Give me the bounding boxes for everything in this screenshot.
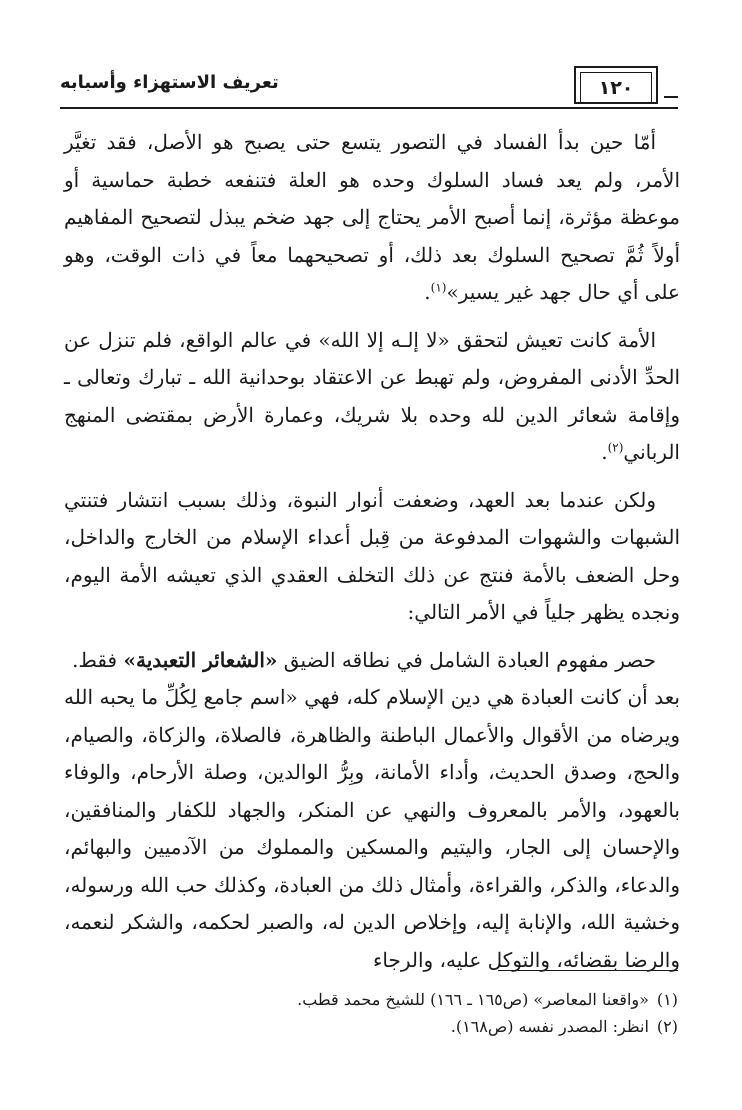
page-number-box bbox=[574, 66, 658, 104]
paragraph-1-end: . bbox=[424, 280, 431, 304]
paragraph-1-text: أمّا حين بدأ الفساد في التصور يتسع حتى يصبح هو الأصل، فقد تغيَّر الأمر، ولم يعد فساد السلوك وحده هو العلة فتنفعه خطبة حماسية أو موعظة مؤثرة، إنما أصبح الأمر يحتاج إلى جهد ضخم يبذل لتصحيح المفاهيم أولاً ثُمَّ تصحيح السلوك بعد ذلك، أو تصحيحهما معاً في ذات الوقت، وهو على أي حال جهد غير يسير» bbox=[64, 130, 680, 304]
paragraph-3-text: ولكن عندما بعد العهد، وضعفت أنوار النبوة، وذلك بسبب انتشار فتنتي الشبهات والشهوات المدفوعة من قِبل أعداء الإسلام من الخارج والداخل، وحل الضعف بالأمة فنتج عن ذلك التخلف العقدي الذي تعيشه الأمة اليوم، ونجده يظهر جلياً في الأمر التالي: bbox=[64, 487, 680, 624]
page-header bbox=[60, 66, 678, 116]
footnote-2 bbox=[62, 1013, 678, 1040]
footnote-rule bbox=[498, 970, 678, 971]
running-title: تعريف الاستهزاء وأسبابه bbox=[60, 72, 279, 93]
footnote-1-text: «واقعنا المعاصر» (ص١٦٥ ـ ١٦٦) للشيخ محمد قطب. bbox=[297, 990, 649, 1009]
header-rule bbox=[60, 107, 678, 109]
restriction-bold-term: «الشعائر التعبدية» bbox=[123, 647, 278, 672]
restriction-line bbox=[64, 642, 680, 680]
paragraph-3 bbox=[64, 482, 680, 632]
restriction-before: حصر مفهوم العبادة الشامل في نطاقه الضيق bbox=[277, 647, 656, 672]
footnote-ref-2[interactable]: (٢) bbox=[607, 440, 624, 455]
restriction-after: فقط. bbox=[72, 647, 124, 672]
paragraph-1 bbox=[64, 124, 680, 312]
header-dash bbox=[664, 96, 678, 98]
footnote-2-text: انظر: المصدر نفسه (ص١٦٨). bbox=[450, 1017, 649, 1036]
footnotes bbox=[62, 986, 678, 1040]
worship-paragraph: بعد أن كانت العبادة هي دين الإسلام كله، فهي «اسم جامع لِكُلِّ ما يحبه الله ويرضاه من الأقوال والأعمال الباطنة والظاهرة، فالصلاة، والزكاة، والصيام، والحج، وصدق الحديث، وأداء الأمانة، وبِرُّ الوالدين، وصلة الأرحام، والوفاء بالعهود، والأمر بالمعروف والنهي عن المنكر، والجهاد للكفار والمنافقين، والإحسان إلى الجار، واليتيم والمسكين والمملوك من الآدميين والبهائم، والدعاء، والذكر، والقراءة، وأمثال ذلك من العبادة، وكذلك حب الله ورسوله، وخشية الله، والإنابة إليه، وإخلاص الدين له، والصبر لحكمه، والشكر لنعمه، والرضا بقضائه، والتوكل عليه، والرجاء bbox=[64, 685, 680, 972]
footnote-ref-1[interactable]: (١) bbox=[430, 280, 447, 295]
paragraph-2-text: الأمة كانت تعيش لتحقق «لا إلـه إلا الله» في عالم الواقع، فلم تنزل عن الحدِّ الأدنى المفروض، ولم تهبط عن الاعتقاد بوحدانية الله ـ تبارك وتعالى ـ وإقامة شعائر الدين لله وحده بلا شريك، وعمارة الأرض بمقتضى المنهج الرباني bbox=[64, 327, 680, 464]
body-text bbox=[64, 124, 680, 979]
footnote-1-number: (١) bbox=[656, 990, 678, 1009]
paragraph-2-end: . bbox=[601, 440, 608, 464]
footnote-2-number: (٢) bbox=[656, 1017, 678, 1036]
footnote-1 bbox=[62, 986, 678, 1013]
paragraph-2 bbox=[64, 322, 680, 472]
page-number: ١٢٠ bbox=[580, 72, 652, 104]
